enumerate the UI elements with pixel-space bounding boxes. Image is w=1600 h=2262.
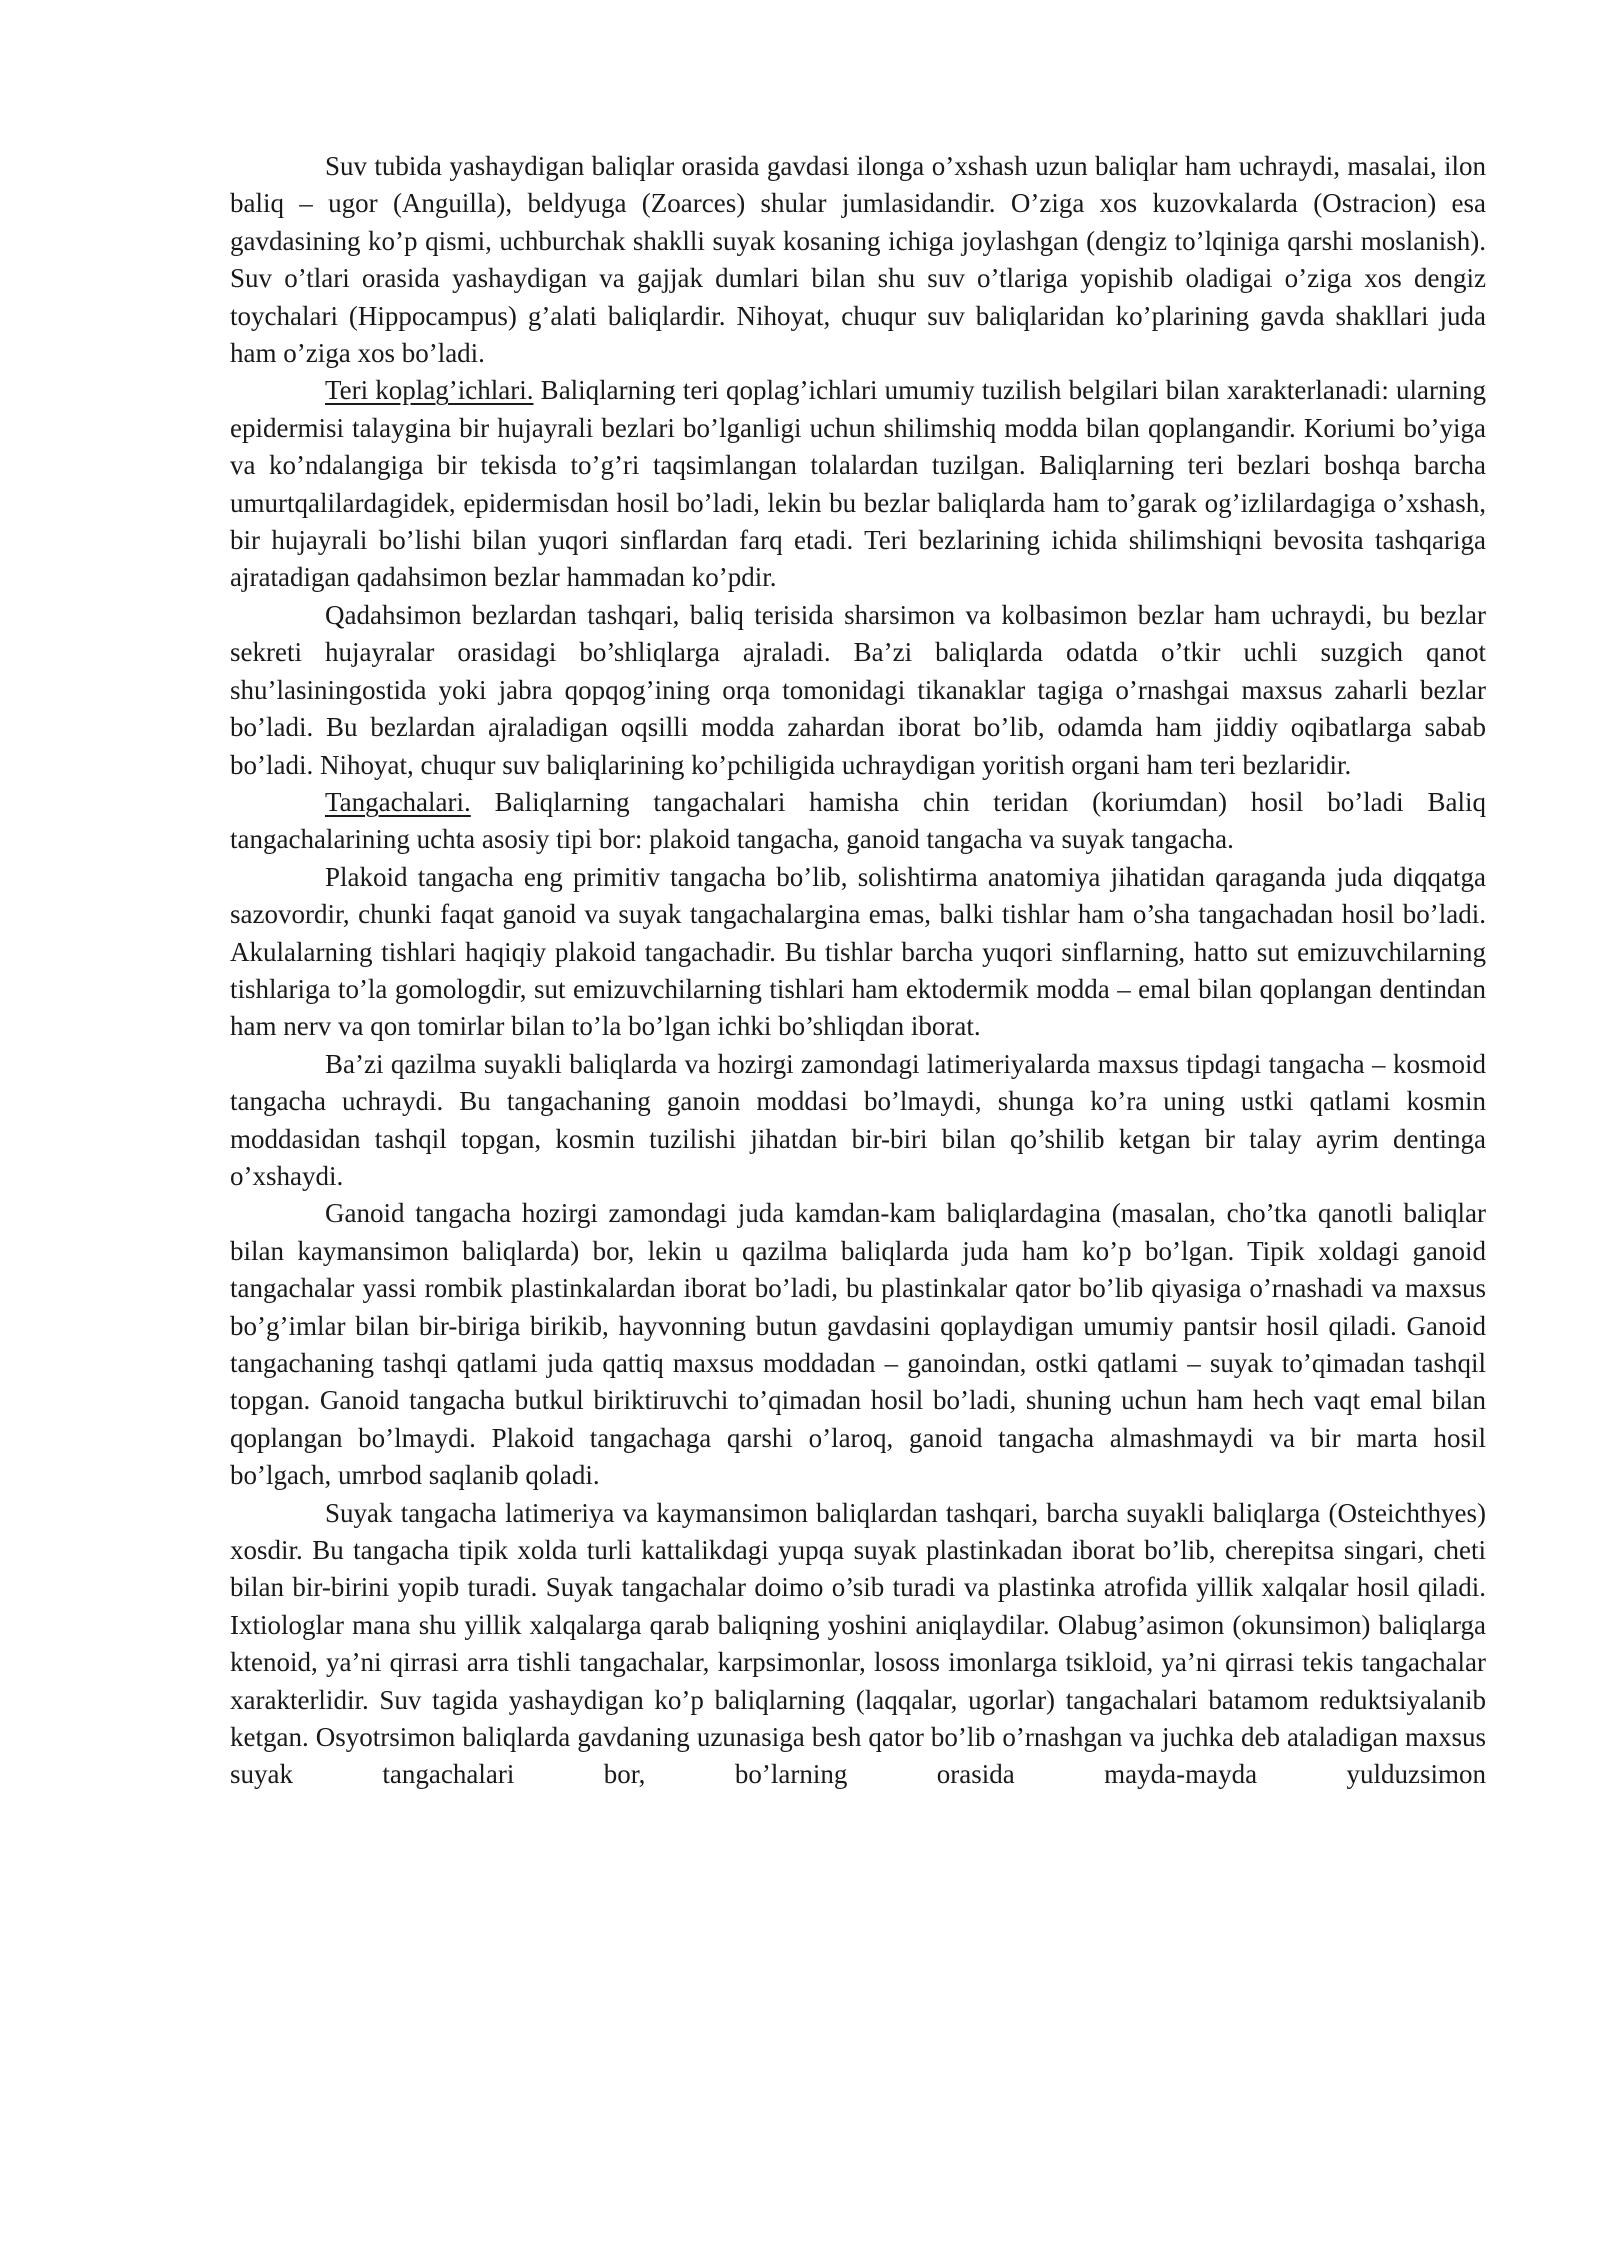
section-heading-scales: Tangachalari. [325,786,471,817]
paragraph-ganoid [230,1195,1486,1494]
paragraph-cosmoid [230,1046,1486,1196]
paragraph-placoid [230,859,1486,1046]
paragraph-text: Baliqlarning teri qoplag’ichlari umumiy tuzilish belgilari bilan xarakterlanadi: ularning epidermisi talaygina bir hujayrali bezlari bo’lganligi uchun shilimshiq modda bilan qoplangandir. Koriumi bo’yiga va ko’ndalangiga bir tekisda to’g’ri taqsimlangan tolalardan tuzilgan. Baliqlarning teri bezlari boshqa barcha umurtqalilardagidek, epidermisdan hosil bo’ladi, lekin bu bezlar baliqlarda ham to’garak og’izlilardagiga o’xshash, bir hujayrali bo’lishi bilan yuqori sinflardan farq etadi. Teri bezlarining ichida shilimshiqni bevosita tashqariga ajratadigan qadahsimon bezlar hammadan ko’pdir. [230,375,1487,593]
paragraph-skin-covering [230,372,1486,596]
paragraph-scales-intro [230,784,1486,859]
document-page [230,148,1486,1794]
paragraph-text: Suyak tangacha latimeriya va kaymansimon baliqlardan tashqari, barcha suyakli baliqlarga (Osteichthyes) xosdir. Bu tangacha tipik xolda turli kattalikdagi yupqa suyak plastinkadan iborat bo’lib, cherepitsa singari, cheti bilan bir-birini yopib turadi. Suyak tangachalar doimo o’sib turadi va plastinka atrofida yillik xalqalar hosil qiladi. Ixtiologlar mana shu yillik xalqalarga qarab baliqning yoshini aniqlaydilar. Olabug’asimon (okunsimon) baliqlarga ktenoid, ya’ni qirrasi arra tishli tangachalar, karpsimonlar, lososs imonlarga tsikloid, ya’ni qirrasi tekis tangachalar xarakterlidir. Suv tagida yashaydigan ko’p baliqlarning (laqqalar, ugorlar) tangachalari batamom reduktsiyalanib ketgan. Osyotrsimon baliqlarda gavdaning uzunasiga besh qator bo’lib o’rnashgan va juchka deb ataladigan maxsus suyak tangachalari bor, bo’larning orasida mayda-mayda yulduzsimon [230,1497,1486,1790]
paragraph-bony-scale [230,1495,1486,1794]
paragraph-text: Ganoid tangacha hozirgi zamondagi juda kamdan-kam baliqlardagina (masalan, cho’tka qanotli baliqlar bilan kaymansimon baliqlarda) bor, lekin u qazilma baliqlarda juda ham ko’p bo’lgan. Tipik xoldagi ganoid tangachalar yassi rombik plastinkalardan iborat bo’ladi, bu plastinkalar qator bo’lib qiyasiga o’rnashadi va maxsus bo’g’imlar bilan bir-biriga birikib, hayvonning butun gavdasini qoplaydigan umumiy pantsir hosil qiladi. Ganoid tangachaning tashqi qatlami juda qattiq maxsus moddadan – ganoindan, ostki qatlami – suyak to’qimadan tashqil topgan. Ganoid tangacha butkul biriktiruvchi to’qimadan hosil bo’ladi, shuning uchun ham hech vaqt emal bilan qoplangan bo’lmaydi. Plakoid tangachaga qarshi o’laroq, ganoid tangacha almashmaydi va bir marta hosil bo’lgach, umrbod saqlanib qoladi. [230,1198,1486,1491]
paragraph-text: Baliqlarning tangachalari hamisha chin teridan (koriumdan) hosil bo’ladi Baliq tangachalarining uchta asosiy tipi bor: plakoid tangacha, ganoid tangacha va suyak tangacha. [230,786,1486,855]
paragraph-text: Qadahsimon bezlardan tashqari, baliq terisida sharsimon va kolbasimon bezlar ham uchraydi, bu bezlar sekreti hujayralar orasidagi bo’shliqlarga ajraladi. Ba’zi baliqlarda odatda o’tkir uchli suzgich qanot shu’lasiningostida yoki jabra qopqog’ining orqa tomonidagi tikanaklar tagiga o’rnashgai maxsus zaharli bezlar bo’ladi. Bu bezlardan ajraladigan oqsilli modda zahardan iborat bo’lib, odamda ham jiddiy oqibatlarga sabab bo’ladi. Nihoyat, chuqur suv baliqlarining ko’pchiligida uchraydigan yoritish organi ham teri bezlaridir. [230,599,1486,780]
paragraph-body-shape [230,148,1486,372]
paragraph-text: Suv tubida yashaydigan baliqlar orasida gavdasi ilonga o’xshash uzun baliqlar ham uchraydi, masalai, ilon baliq – ugor (Anguilla), beldyuga (Zoarces) shular jumlasidandir. O’ziga xos kuzovkalarda (Ostracion) esa gavdasining ko’p qismi, uchburchak shaklli suyak kosaning ichiga joylashgan (dengiz to’lqiniga qarshi moslanish). Suv o’tlari orasida yashaydigan va gajjak dumlari bilan shu suv o’tlariga yopishib oladigai o’ziga xos dengiz toychalari (Hippocampus) g’alati baliqlardir. Nihoyat, chuqur suv baliqlaridan ko’plarining gavda shakllari juda ham o’ziga xos bo’ladi. [230,151,1486,369]
paragraph-glands [230,597,1486,784]
section-heading-skin: Teri koplag’ichlari. [325,375,534,406]
paragraph-text: Ba’zi qazilma suyakli baliqlarda va hozirgi zamondagi latimeriyalarda maxsus tipdagi tangacha – kosmoid tangacha uchraydi. Bu tangachaning ganoin moddasi bo’lmaydi, shunga ko’ra uning ustki qatlami kosmin moddasidan tashqil topgan, kosmin tuzilishi jihatdan bir-biri bilan qo’shilib ketgan bir talay ayrim dentinga o’xshaydi. [230,1048,1486,1191]
paragraph-text: Plakoid tangacha eng primitiv tangacha bo’lib, solishtirma anatomiya jihatidan qaraganda juda diqqatga sazovordir, chunki faqat ganoid va suyak tangachalargina emas, balki tishlar ham o’sha tangachadan hosil bo’ladi. Akulalarning tishlari haqiqiy plakoid tangachadir. Bu tishlar barcha yuqori sinflarning, hatto sut emizuvchilarning tishlariga to’la gomologdir, sut emizuvchilarning tishlari ham ektodermik modda – emal bilan qoplangan dentindan ham nerv va qon tomirlar bilan to’la bo’lgan ichki bo’shliqdan iborat. [230,861,1486,1042]
